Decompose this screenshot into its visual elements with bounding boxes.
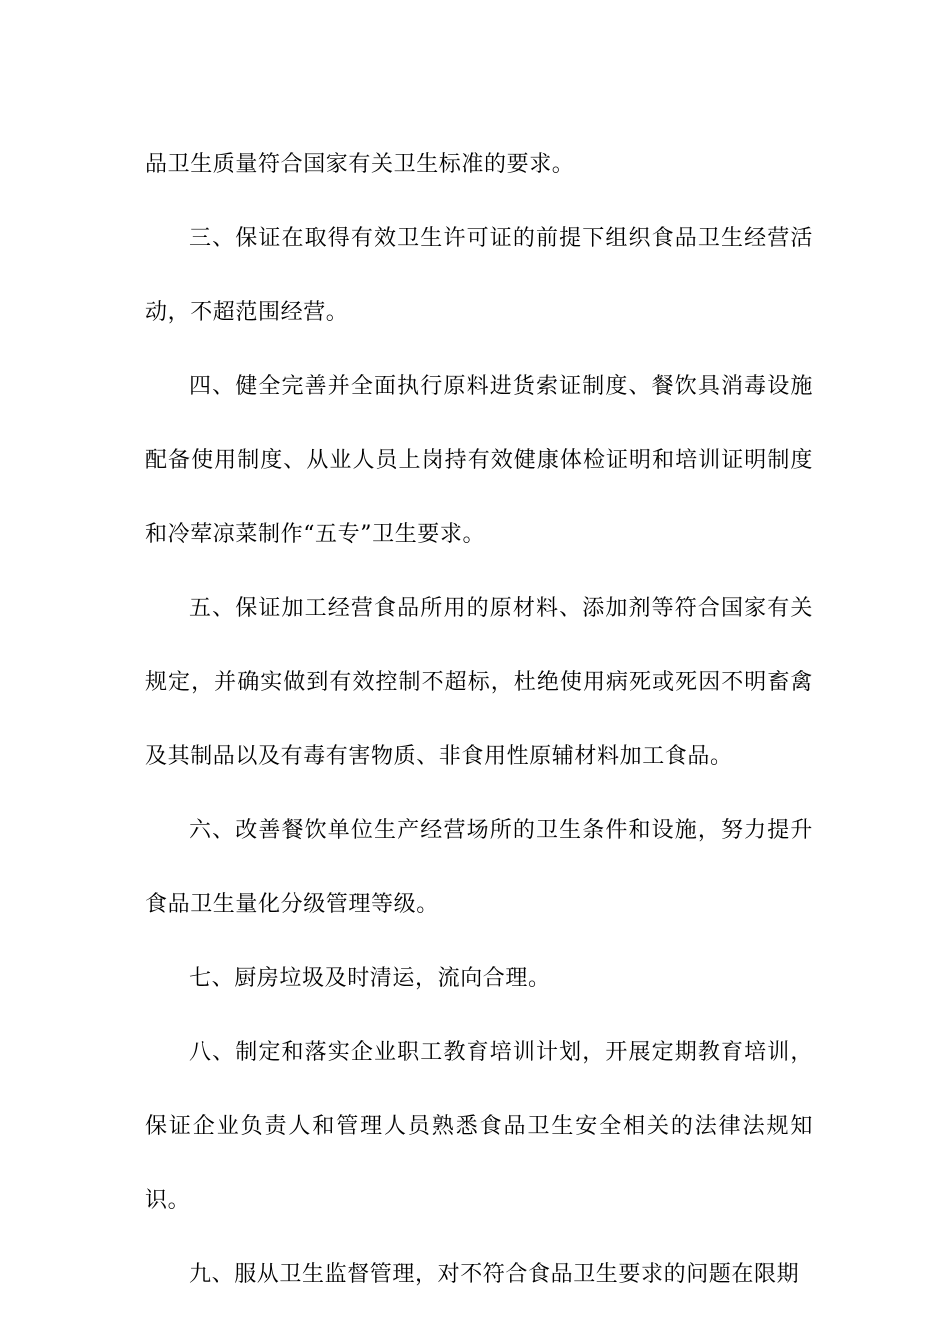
paragraph-item-9: 九、服从卫生监督管理，对不符合食品卫生要求的问题在限期 bbox=[189, 1262, 800, 1287]
paragraph-item-6: 六、改善餐饮单位生产经营场所的卫生条件和设施，努力提升食品卫生量化分级管理等级。 bbox=[145, 818, 813, 917]
paragraph-item-5: 五、保证加工经营食品所用的原材料、添加剂等符合国家有关规定，并确实做到有效控制不超标，杜绝使用病死或死因不明畜禽及其制品以及有毒有害物质、非食用性原辅材料加工食品。 bbox=[145, 596, 813, 769]
paragraph-item-3: 三、保证在取得有效卫生许可证的前提下组织食品卫生经营活动，不超范围经营。 bbox=[145, 226, 813, 325]
paragraph-item-8: 八、制定和落实企业职工教育培训计划，开展定期教育培训，保证企业负责人和管理人员熟悉食品卫生安全相关的法律法规知识。 bbox=[145, 1040, 813, 1213]
paragraph-continuation: 品卫生质量符合国家有关卫生标准的要求。 bbox=[145, 152, 575, 177]
paragraph-item-4: 四、健全完善并全面执行原料进货索证制度、餐饮具消毒设施配备使用制度、从业人员上岗持有效健康体检证明和培训证明制度和冷荤凉菜制作“五专”卫生要求。 bbox=[145, 374, 813, 547]
paragraph-item-7: 七、厨房垃圾及时清运，流向合理。 bbox=[189, 966, 551, 991]
document-body bbox=[145, 128, 813, 1312]
